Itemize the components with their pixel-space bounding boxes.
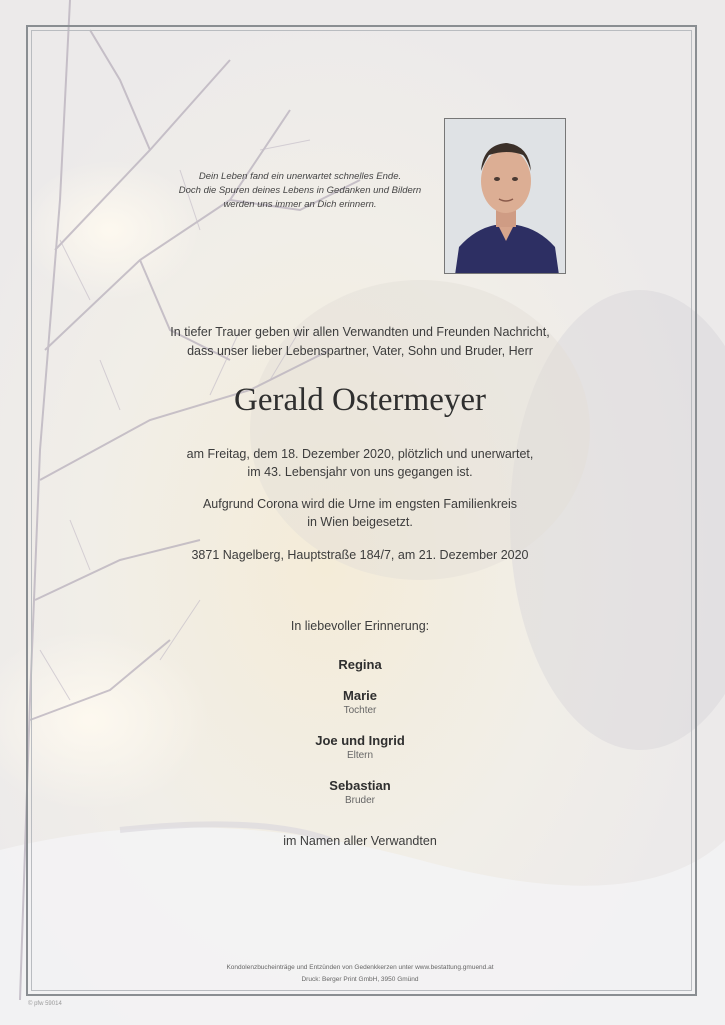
death-line-2: im 43. Lebensjahr von uns gegangen ist. — [247, 465, 473, 479]
quote-line-3: werden uns immer an Dich erinnern. — [223, 199, 377, 210]
quote-line-2: Doch die Spuren deines Lebens in Gedanken und Bildern — [178, 185, 422, 196]
death-notice — [60, 445, 660, 481]
mourner-name: Regina — [338, 657, 382, 672]
mourner-name: Marie — [343, 688, 377, 703]
funeral-line-2: in Wien beigesetzt. — [307, 515, 413, 529]
memorial-quote — [150, 170, 450, 212]
death-line-1: am Freitag, dem 18. Dezember 2020, plötzlich und unerwartet, — [186, 447, 534, 461]
intro-line-2: dass unser lieber Lebenspartner, Vater, Sohn und Bruder, Herr — [187, 344, 533, 358]
mourner-relation: Tochter — [343, 705, 377, 716]
footer-printer: Druck: Berger Print GmbH, 3950 Gmünd — [301, 976, 419, 983]
mourner-relation: Eltern — [346, 750, 374, 761]
funeral-line-1: Aufgrund Corona wird die Urne im engsten Familienkreis — [202, 497, 518, 511]
place-and-date: 3871 Nagelberg, Hauptstraße 184/7, am 21. Dezember 2020 — [191, 548, 529, 562]
deceased-name: Gerald Ostermeyer — [234, 382, 486, 418]
mourner-name: Joe und Ingrid — [315, 733, 405, 748]
memory-heading: In liebevoller Erinnerung: — [290, 619, 430, 633]
mourner-name: Sebastian — [329, 778, 391, 793]
quote-line-1: Dein Leben fand ein unerwartet schnelles Ende. — [198, 171, 402, 182]
footer-condolence: Kondolenzbucheinträge und Entzünden von Gedenkkerzen unter www.bestattung.gmuend.at — [226, 964, 494, 971]
print-code: © pfw 59014 — [28, 1001, 62, 1007]
funeral-notice — [60, 495, 660, 531]
portrait-photo — [444, 118, 566, 274]
closing-line: im Namen aller Verwandten — [283, 834, 437, 848]
intro-line-1: In tiefer Trauer geben wir allen Verwandten und Freunden Nachricht, — [170, 325, 550, 339]
announcement-intro — [60, 323, 660, 361]
mourner-relation: Bruder — [344, 795, 375, 806]
